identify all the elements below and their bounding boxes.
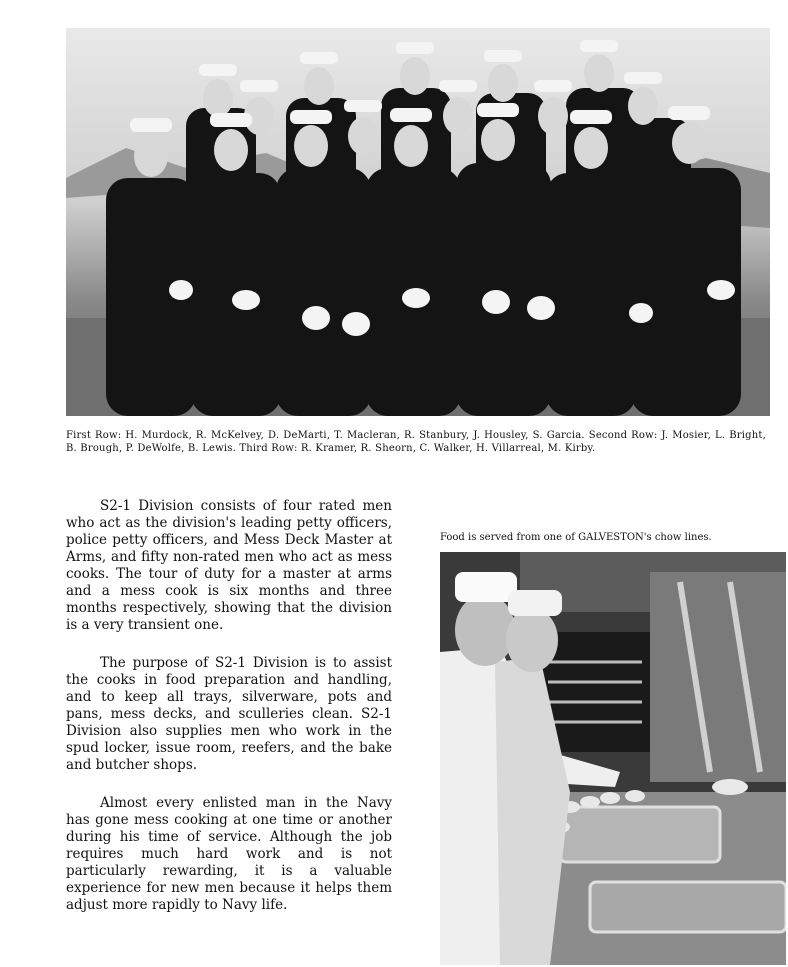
group-photo xyxy=(66,28,770,416)
group-photo-caption: First Row: H. Murdock, R. McKelvey, D. DeMarti, T. Macleran, R. Stanbury, J. Housley, S. Garcia. Second Row: J. Mosier, L. Bright, B. Brough, P. DeWolfe, B. Lewis. Third Row: R. Kramer, R. Sheorn, C. Walker, H. Villarreal, M. Kirby. xyxy=(66,430,766,454)
paragraph-2: The purpose of S2-1 Division is to assist the cooks in food preparation and handling, and to keep all trays, silverware, pots and pans, mess decks, and sculleries clean. S2-1 Division also supplies men who work in the spud locker, issue room, reefers, and the bake and butcher shops. xyxy=(66,655,392,773)
galley-photo-caption: Food is served from one of GALVESTON's chow lines. xyxy=(440,532,712,543)
article-body xyxy=(66,498,392,935)
paragraph-3: Almost every enlisted man in the Navy has gone mess cooking at one time or another during his time of service. Although the job requires much hard work and is not particularly rewarding, it is a valuable experience for new men because it helps them adjust more rapidly to Navy life. xyxy=(66,795,392,913)
galley-photo xyxy=(440,552,786,965)
paragraph-1: S2-1 Division consists of four rated men who act as the division's leading petty officers, police petty officers, and Mess Deck Master at Arms, and fifty non-rated men who act as mess cooks. The tour of duty for a master at arms and a mess cook is six months and three months respectively, showing that the division is a very transient one. xyxy=(66,498,392,633)
